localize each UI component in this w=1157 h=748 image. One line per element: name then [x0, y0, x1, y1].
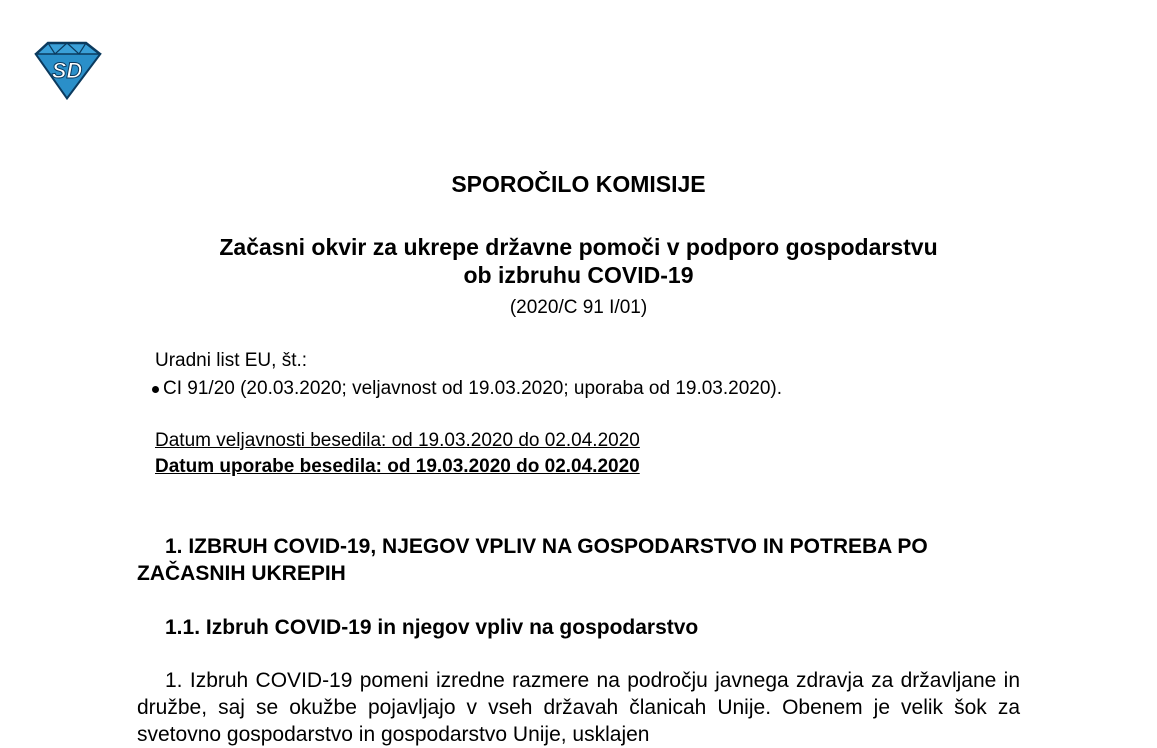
application-date: Datum uporabe besedila: od 19.03.2020 do 02.04.2020 — [155, 456, 640, 477]
subtitle-line-1: Začasni okvir za ukrepe državne pomoči v podporo gospodarstvu — [219, 234, 938, 260]
paragraph-1: 1. Izbruh COVID-19 pomeni izredne razmere na področju javnega zdravja za državljane in družbe, saj se okužbe pojavljajo v vseh državah članicah Unije. Obenem je velik šok za svetovno gospodarstvo in gospodarstvo Unije, usklajen — [137, 669, 1020, 746]
validity-date: Datum veljavnosti besedila: od 19.03.2020 do 02.04.2020 — [155, 430, 640, 451]
document-reference: (2020/C 91 I/01) — [509, 297, 648, 318]
subtitle-line-2: ob izbruhu COVID-19 — [463, 262, 694, 288]
gazette-list-item — [152, 376, 782, 402]
document-title: SPOROČILO KOMISIJE — [451, 171, 706, 197]
logo-letters: SD — [51, 58, 83, 83]
gazette-label: Uradni list EU, št.: — [155, 350, 308, 371]
section-heading-1-1: 1.1. Izbruh COVID-19 in njegov vpliv na gospodarstvo — [165, 616, 699, 639]
gazette-item-text: CI 91/20 (20.03.2020; veljavnost od 19.03.2020; uporaba od 19.03.2020). — [163, 378, 783, 399]
logo — [30, 40, 104, 100]
bullet-icon — [152, 386, 159, 393]
section-heading-1: 1. IZBRUH COVID-19, NJEGOV VPLIV NA GOSPODARSTVO IN POTREBA PO ZAČASNIH UKREPIH — [137, 535, 928, 585]
diamond-sd-logo-icon — [30, 40, 104, 100]
document-subtitle — [137, 233, 1020, 289]
